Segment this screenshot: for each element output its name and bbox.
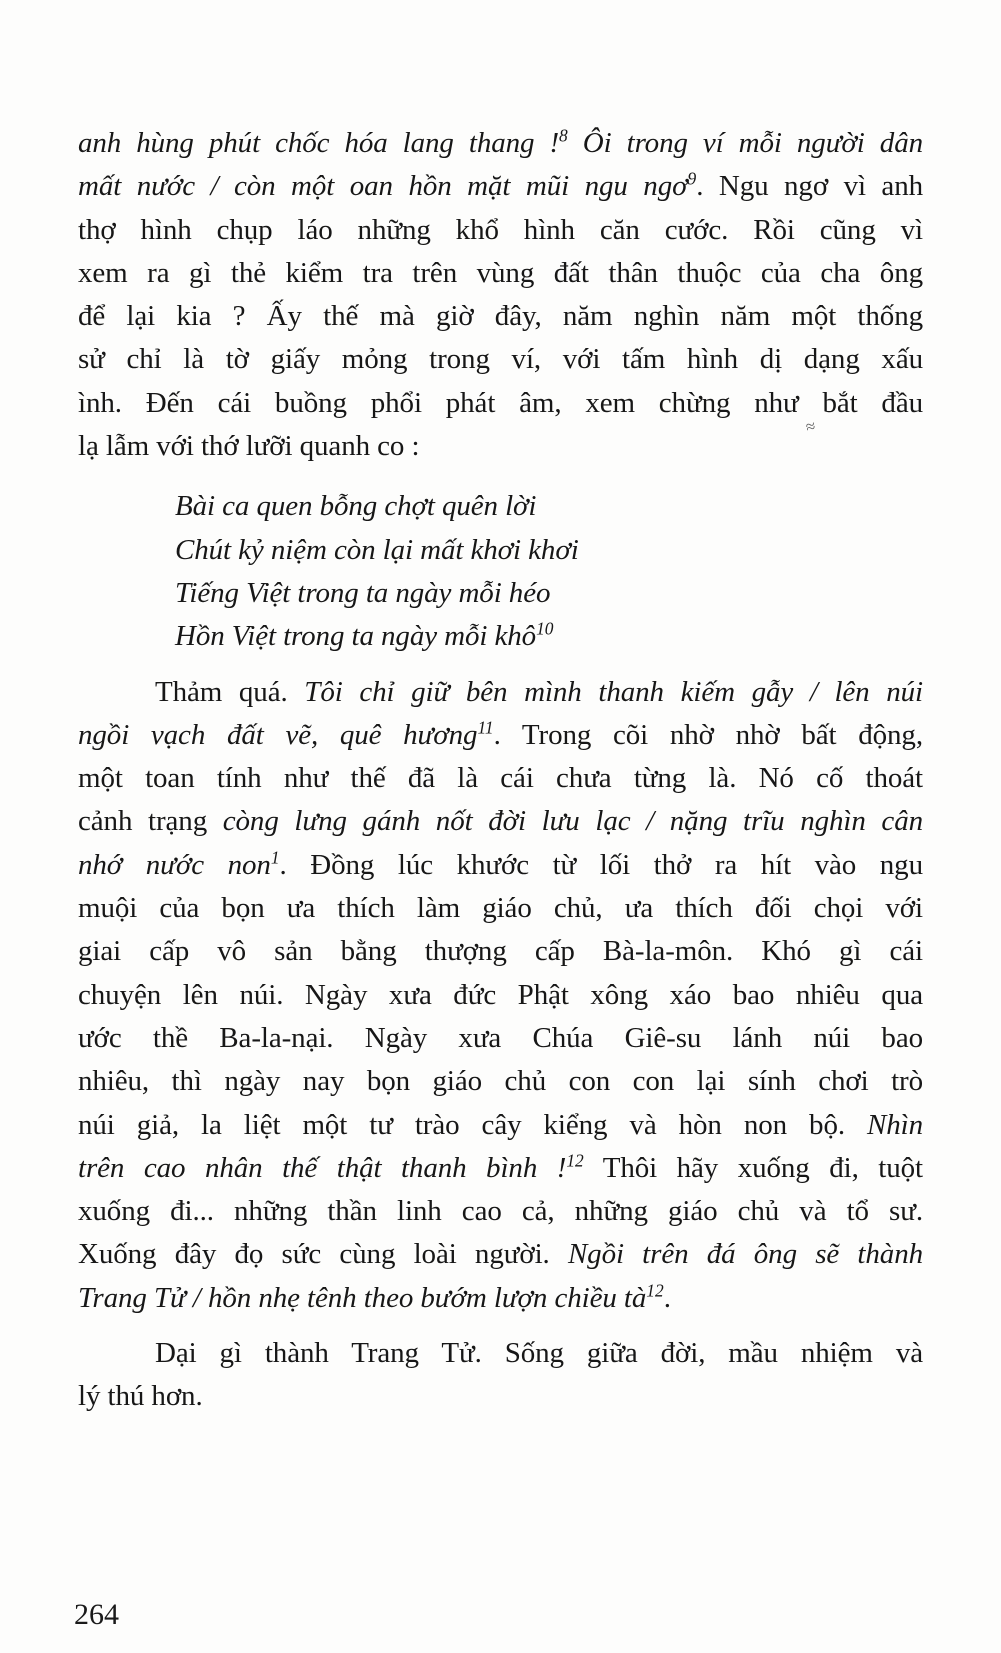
footnote-marker: 12 [566,1150,584,1171]
text-run: ngồi vạch đất vẽ, quê hương [78,718,478,751]
text-line [78,485,923,528]
footnote-marker: 10 [536,618,554,639]
text-line [78,974,923,1017]
text-line [78,930,923,973]
text-run: một toan tính như thế đã là cái chưa từng là. Nó cố thoát [78,762,923,795]
text-run: muội của bọn ưa thích làm giáo chủ, ưa thích đối chọi với [78,892,923,925]
text-line [78,252,923,295]
text-line [78,800,923,843]
text-run: mất nước / còn một oan hồn mặt mũi ngu ngơ [78,170,688,203]
page-number: 264 [74,1598,119,1631]
paragraph [78,1332,923,1419]
text-run: Thảm quá. [155,675,305,708]
text-run: Thôi hãy xuống đi, tuột [583,1151,923,1184]
text-line [78,425,923,468]
text-run: Bài ca quen bỗng chợt quên lời [175,490,537,523]
text-run: lý thú hơn. [78,1380,203,1413]
text-run: nhiêu, thì ngày nay bọn giáo chủ con con lại sính chơi trò [78,1065,923,1098]
text-run: nhớ nước non [78,848,271,881]
text-run: Nhìn [867,1108,923,1141]
text-line [78,572,923,615]
text-line [78,615,923,658]
print-artifact-mark: ≈ [804,416,818,437]
text-line [78,887,923,930]
text-run: để lại kia ? Ấy thế mà giờ đây, năm nghìn năm một thống [78,300,923,333]
text-run: ình. Đến cái buồng phổi phát âm, xem chừng như bắt đầu [78,386,923,419]
paragraph [78,671,923,1320]
text-run: . Trong cõi nhờ nhờ bất động, [493,718,923,751]
text-line [78,382,923,425]
text-line [78,165,923,208]
paragraph [78,122,923,468]
text-run: . Đồng lúc khước từ lối thở ra hít vào ngu [279,848,923,881]
text-run: Tôi chỉ giữ bên mình thanh kiếm gẫy / lên núi [304,675,923,708]
text-line [78,122,923,165]
text-line [78,1060,923,1103]
text-line [78,844,923,887]
text-run: Dại gì thành Trang Tử. Sống giữa đời, mầu nhiệm và [155,1337,923,1370]
text-run: trên cao nhân thế thật thanh bình ! [78,1151,567,1184]
text-run: xem ra gì thẻ kiểm tra trên vùng đất thân thuộc của cha ông [78,256,923,289]
text-run: lạ lẫm với thớ lưỡi quanh co : [78,430,420,463]
text-line [78,295,923,338]
text-line [78,1375,923,1418]
footnote-marker: 8 [559,125,568,146]
text-run: ước thề Ba-la-nại. Ngày xưa Chúa Giê-su lánh núi bao [78,1021,923,1054]
text-run: xuống đi... những thần linh cao cả, những giáo chủ và tổ sư. [78,1195,923,1228]
text-run: núi giả, la liệt một tư trào cây kiểng và hòn non bộ. [78,1108,867,1141]
poem-block [78,485,923,658]
text-run: . Ngu ngơ vì anh [696,170,923,203]
text-line [78,671,923,714]
text-run: . [663,1281,671,1314]
footnote-marker: 11 [477,717,494,738]
text-run: Xuống đây đọ sức cùng loài người. [78,1238,568,1271]
footnote-marker: 12 [646,1280,664,1301]
text-run: còng lưng gánh nốt đời lưu lạc / nặng trĩu nghìn cân [222,805,923,838]
text-line [78,338,923,381]
text-run: thợ hình chụp láo những khổ hình căn cước. Rồi cũng vì [78,213,923,246]
text-run: Trang Tử / hồn nhẹ tênh theo bướm lượn chiều tà [78,1281,647,1314]
footnote-marker: 9 [687,168,697,189]
footnote-marker: 1 [270,847,280,868]
text-line [78,1017,923,1060]
text-line [78,529,923,572]
text-run: anh hùng phút chốc hóa lang thang ! [78,127,560,159]
text-line [78,1190,923,1233]
text-run: Ngồi trên đá ông sẽ thành [567,1238,923,1271]
text-run: Ôi trong ví mỗi người dân [567,127,923,159]
text-run: Tiếng Việt trong ta ngày mỗi héo [175,576,551,609]
text-run: sử chỉ là tờ giấy mỏng trong ví, với tấm hình dị dạng xấu [78,343,923,376]
text-run: Chút kỷ niệm còn lại mất khơi khơi [175,533,579,566]
text-line [78,714,923,757]
text-run: giai cấp vô sản bằng thượng cấp Bà-la-môn. Khó gì cái [78,935,923,968]
text-line [78,1277,923,1320]
text-line [78,757,923,800]
text-line [78,209,923,252]
text-line [78,1147,923,1190]
text-run: chuyện lên núi. Ngày xưa đức Phật xông xáo bao nhiêu qua [78,978,923,1011]
text-run: cảnh trạng [78,805,223,838]
text-line [78,1332,923,1375]
text-line [78,1104,923,1147]
text-column [78,122,923,1419]
text-line [78,1233,923,1276]
text-run: Hồn Việt trong ta ngày mỗi khô [175,620,537,653]
